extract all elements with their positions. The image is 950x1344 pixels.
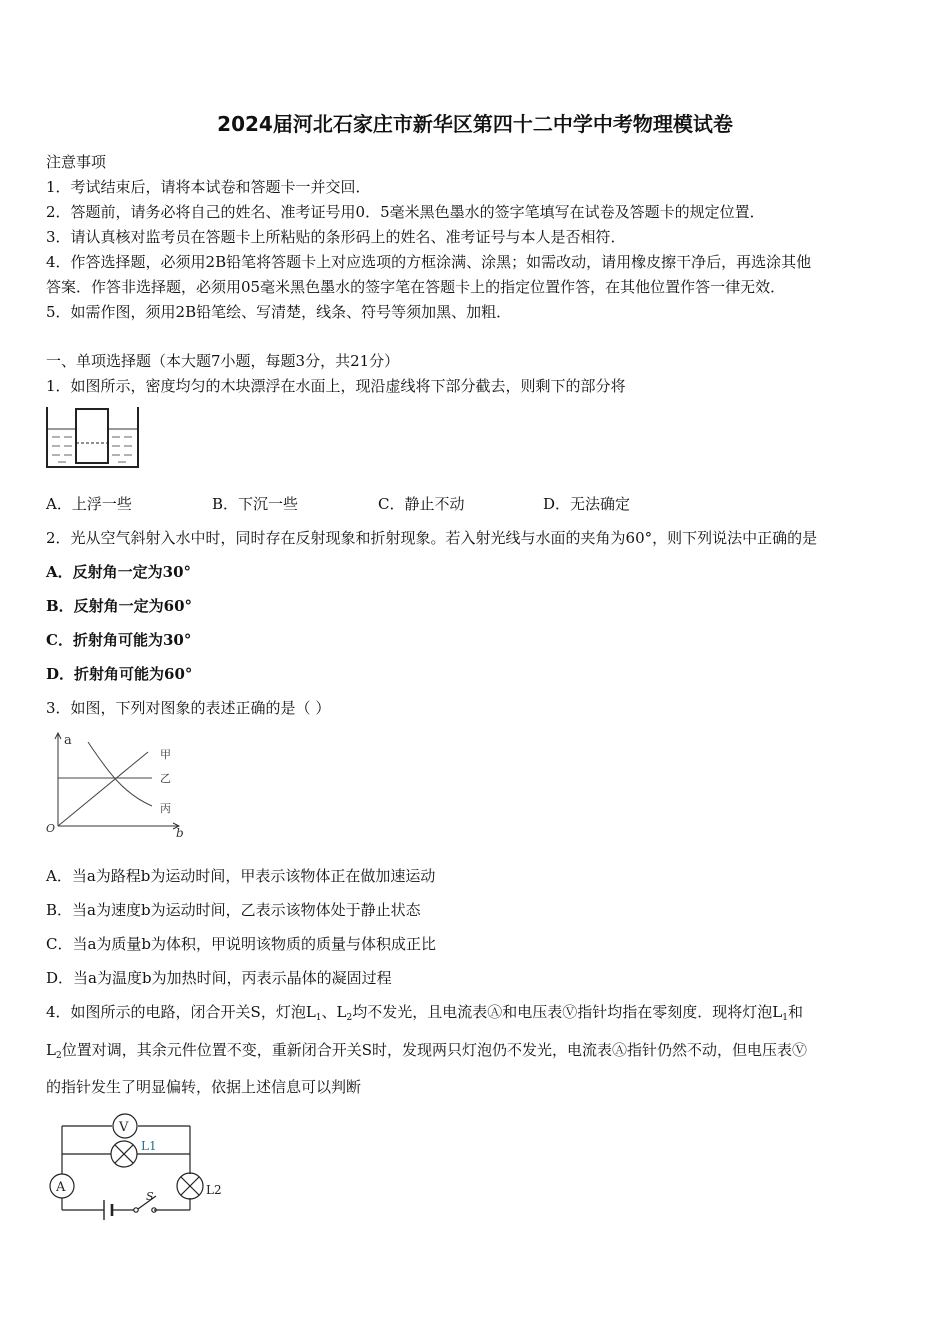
option-c[interactable]: C．当a为质量b为体积，甲说明该物质的质量与体积成正比 (46, 935, 437, 953)
notice-item: 2．答题前，请务必将自己的姓名、准考证号用0．5毫米黑色墨水的签字笔填写在试卷及答题卡的规定位置． (46, 203, 765, 221)
circuit-figure (44, 1110, 229, 1225)
ammeter-label: A (56, 1180, 66, 1195)
x-axis-label: b (176, 826, 184, 840)
question-1-stem: 1．如图所示，密度均匀的木块漂浮在水面上，现沿虚线将下部分截去，则剩下的部分将 (46, 377, 626, 395)
option-a[interactable]: A．上浮一些 (46, 495, 132, 513)
question-4-line-2: $L_2$位置对调，其余元件位置不变，重新闭合开关S时，发现两只灯泡仍不发光，电流表Ⓐ指针仍然不动，但电压表Ⓥ (46, 1041, 807, 1061)
section-heading: 一、单项选择题（本大题7小题，每题3分，共21分） (46, 352, 400, 370)
voltmeter-label: V (119, 1120, 129, 1135)
notice-item: 1．考试结束后，请将本试卷和答题卡一并交回． (46, 178, 371, 196)
page-title: 2024届河北石家庄市新华区第四十二中学中考物理模试卷 (217, 112, 733, 136)
question-3-stem: 3．如图，下列对图象的表述正确的是（ ） (46, 699, 331, 717)
notice-item: 4．作答选择题，必须用2B铅笔将答题卡上对应选项的方框涂满、涂黑；如需改动，请用橡皮擦干净后，再选涂其他 (46, 253, 812, 271)
lamp-l2-label: L2 (206, 1183, 222, 1197)
option-d[interactable]: D．当a为温度b为加热时间，丙表示晶体的凝固过程 (46, 969, 392, 987)
option-b[interactable]: B．下沉一些 (212, 495, 299, 513)
lamp-l1-label: L1 (141, 1139, 157, 1153)
motion-graph-figure (44, 728, 189, 840)
series-label-yi: 乙 (160, 772, 171, 785)
option-a[interactable]: A．当a为路程b为运动时间，甲表示该物体正在做加速运动 (46, 867, 436, 885)
notice-heading: 注意事项 (46, 153, 107, 171)
option-b[interactable]: B．反射角一定为60° (46, 597, 193, 615)
notice-item: 答案．作答非选择题，必须用05毫米黑色墨水的签字笔在答题卡上的指定位置作答，在其他位置作答一律无效． (46, 278, 786, 296)
option-b[interactable]: B．当a为速度b为运动时间，乙表示该物体处于静止状态 (46, 901, 421, 919)
series-label-bing: 丙 (160, 802, 171, 815)
series-bing-curve (88, 742, 152, 806)
origin-label: O (46, 822, 56, 835)
y-axis-label: a (64, 733, 72, 748)
option-c[interactable]: C．静止不动 (378, 495, 465, 513)
option-d[interactable]: D．无法确定 (543, 495, 631, 513)
option-d[interactable]: D．折射角可能为60° (46, 665, 193, 683)
switch-label: S (146, 1190, 154, 1203)
notice-item: 5．如需作图，须用2B铅笔绘、写清楚，线条、符号等须加黑、加粗． (46, 303, 512, 321)
notice-item: 3．请认真核对监考员在答题卡上所粘贴的条形码上的姓名、准考证号与本人是否相符． (46, 228, 626, 246)
option-a[interactable]: A．反射角一定为30° (46, 563, 192, 581)
option-c[interactable]: C．折射角可能为30° (46, 631, 192, 649)
question-4-line-3: 的指针发生了明显偏转，依据上述信息可以判断 (46, 1078, 362, 1096)
question-2-stem: 2．光从空气斜射入水中时，同时存在反射现象和折射现象。若入射光线与水面的夹角为60°，则下列说法中正确的是 (46, 529, 818, 547)
float-block-figure (46, 405, 141, 471)
series-label-jia: 甲 (160, 748, 171, 761)
question-4-line-1: 4．如图所示的电路，闭合开关S，灯泡$L_1$、$L_2$均不发光，且电流表Ⓐ和电压表Ⓥ指针均指在零刻度．现将灯泡$L_1$和 (46, 1003, 803, 1023)
